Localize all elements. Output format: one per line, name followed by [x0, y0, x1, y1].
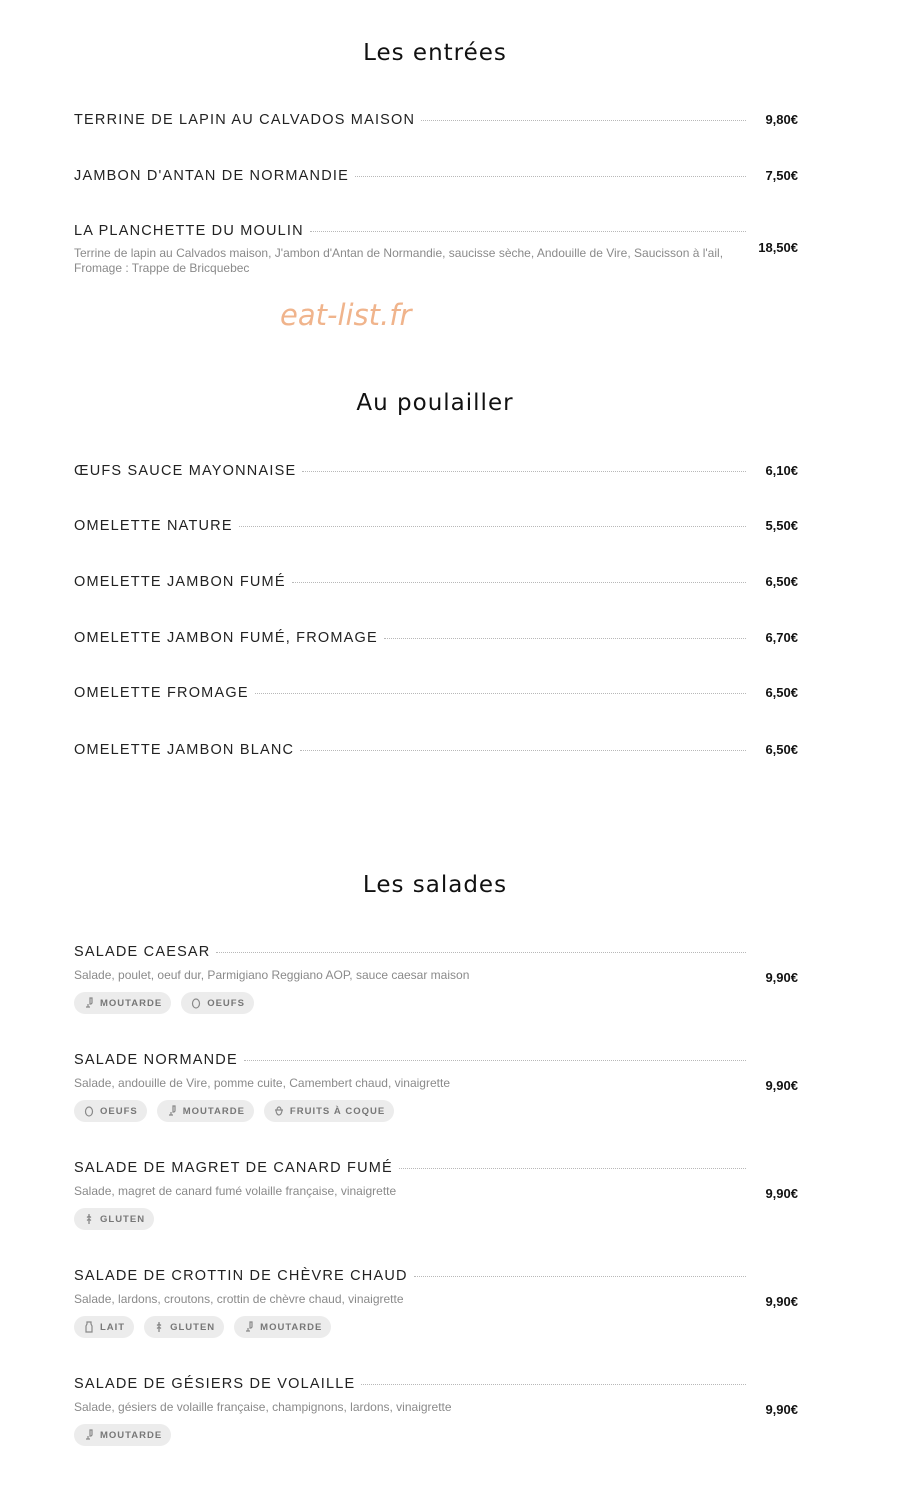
- item-price: 5,50€: [765, 518, 798, 533]
- allergen-tag: [74, 1316, 134, 1338]
- menu-item: [74, 1268, 798, 1338]
- allergen-tags: [74, 1424, 798, 1446]
- item-price: 9,90€: [765, 1186, 798, 1201]
- allergen-tag: [74, 1100, 147, 1122]
- allergen-tag: [144, 1316, 224, 1338]
- item-description: Terrine de lapin au Calvados maison, J'ambon d'Antan de Normandie, saucisse sèche, Andouille de Vire, Saucisson à l'ail, Fromage : Trappe de Bricquebec: [74, 246, 724, 275]
- tag-label: OEUFS: [100, 1105, 138, 1117]
- dotted-leader: [244, 1060, 746, 1061]
- tag-label: GLUTEN: [100, 1213, 146, 1225]
- item-price: 7,50€: [765, 168, 798, 183]
- dotted-leader: [421, 120, 746, 121]
- allergen-tag: [74, 1424, 171, 1446]
- item-price: 9,90€: [765, 970, 798, 985]
- item-description: Salade, lardons, croutons, crottin de chèvre chaud, vinaigrette: [74, 1292, 404, 1306]
- item-name: LA PLANCHETTE DU MOULIN: [74, 223, 304, 239]
- allergen-tag: [264, 1100, 394, 1122]
- item-name: OMELETTE JAMBON FUMÉ, FROMAGE: [74, 630, 378, 646]
- item-price: 6,70€: [765, 630, 798, 645]
- allergen-tag: [181, 992, 254, 1014]
- section-title-poulailler: Au poulailler: [356, 390, 514, 416]
- dotted-leader: [216, 952, 746, 953]
- tag-label: FRUITS À COQUE: [289, 1105, 386, 1117]
- egg-icon: [83, 1105, 95, 1117]
- menu-item: [74, 463, 798, 479]
- item-description: Salade, poulet, oeuf dur, Parmigiano Reggiano AOP, sauce caesar maison: [74, 968, 470, 982]
- tag-label: MOUTARDE: [100, 997, 163, 1009]
- item-description: Salade, magret de canard fumé volaille française, vinaigrette: [74, 1184, 397, 1198]
- item-name: SALADE DE GÉSIERS DE VOLAILLE: [74, 1376, 356, 1392]
- item-price: 18,50€: [758, 240, 798, 255]
- wheat-icon: [83, 1213, 95, 1225]
- item-price: 6,50€: [765, 742, 798, 757]
- menu-item: [74, 223, 798, 276]
- item-name: SALADE NORMANDE: [74, 1052, 238, 1068]
- menu-item: [74, 630, 798, 646]
- item-price: 6,50€: [765, 685, 798, 700]
- section-title-entrees: Les entrées: [363, 40, 507, 66]
- allergen-tag: [157, 1100, 254, 1122]
- tag-label: OEUFS: [207, 997, 245, 1009]
- dotted-leader: [255, 693, 746, 694]
- mustard-icon: [243, 1321, 255, 1333]
- item-name: SALADE CAESAR: [74, 944, 211, 960]
- tag-label: MOUTARDE: [260, 1321, 323, 1333]
- dotted-leader: [292, 582, 746, 583]
- mustard-icon: [166, 1105, 178, 1117]
- dotted-leader: [300, 750, 746, 751]
- section-title-salades: Les salades: [362, 872, 508, 898]
- item-price: 6,50€: [765, 574, 798, 589]
- menu-item: [74, 112, 798, 128]
- dotted-leader: [302, 471, 746, 472]
- menu-item: [74, 168, 798, 184]
- dotted-leader: [355, 176, 746, 177]
- menu-item: [74, 742, 798, 758]
- allergen-tags: [74, 1208, 798, 1230]
- item-name: OMELETTE NATURE: [74, 518, 233, 534]
- menu-item: [74, 574, 798, 590]
- item-name: OMELETTE JAMBON BLANC: [74, 742, 295, 758]
- item-name: SALADE DE MAGRET DE CANARD FUMÉ: [74, 1160, 393, 1176]
- item-price: 9,90€: [765, 1078, 798, 1093]
- nut-icon: [273, 1105, 285, 1117]
- dotted-leader: [414, 1276, 746, 1277]
- allergen-tag: [74, 1208, 154, 1230]
- milk-icon: [83, 1321, 95, 1333]
- menu-item: [74, 944, 798, 1014]
- mustard-icon: [83, 997, 95, 1009]
- mustard-icon: [83, 1429, 95, 1441]
- tag-label: MOUTARDE: [182, 1105, 245, 1117]
- item-price: 6,10€: [765, 463, 798, 478]
- wheat-icon: [153, 1321, 165, 1333]
- item-name: OMELETTE FROMAGE: [74, 685, 249, 701]
- item-name: ŒUFS SAUCE MAYONNAISE: [74, 463, 297, 479]
- item-price: 9,90€: [765, 1294, 798, 1309]
- allergen-tags: [74, 992, 798, 1014]
- item-name: TERRINE DE LAPIN AU CALVADOS MAISON: [74, 112, 416, 128]
- dotted-leader: [239, 526, 746, 527]
- tag-label: GLUTEN: [170, 1321, 216, 1333]
- menu-item: [74, 1160, 798, 1230]
- allergen-tags: [74, 1316, 798, 1338]
- dotted-leader: [384, 638, 746, 639]
- tag-label: MOUTARDE: [100, 1429, 163, 1441]
- allergen-tag: [74, 992, 171, 1014]
- item-name: JAMBON D'ANTAN DE NORMANDIE: [74, 168, 349, 184]
- menu-item: [74, 685, 798, 701]
- menu-item: [74, 1052, 798, 1122]
- item-description: Salade, gésiers de volaille française, champignons, lardons, vinaigrette: [74, 1400, 452, 1414]
- tag-label: LAIT: [100, 1321, 126, 1333]
- menu-item: [74, 1376, 798, 1446]
- allergen-tag: [234, 1316, 331, 1338]
- dotted-leader: [310, 231, 746, 232]
- item-description: Salade, andouille de Vire, pomme cuite, Camembert chaud, vinaigrette: [74, 1076, 450, 1090]
- menu-item: [74, 518, 798, 534]
- item-name: OMELETTE JAMBON FUMÉ: [74, 574, 286, 590]
- item-name: SALADE DE CROTTIN DE CHÈVRE CHAUD: [74, 1268, 408, 1284]
- item-price: 9,90€: [765, 1402, 798, 1417]
- dotted-leader: [399, 1168, 746, 1169]
- allergen-tags: [74, 1100, 798, 1122]
- egg-icon: [190, 997, 202, 1009]
- item-price: 9,80€: [765, 112, 798, 127]
- dotted-leader: [361, 1384, 746, 1385]
- watermark: eat-list.fr: [280, 298, 412, 332]
